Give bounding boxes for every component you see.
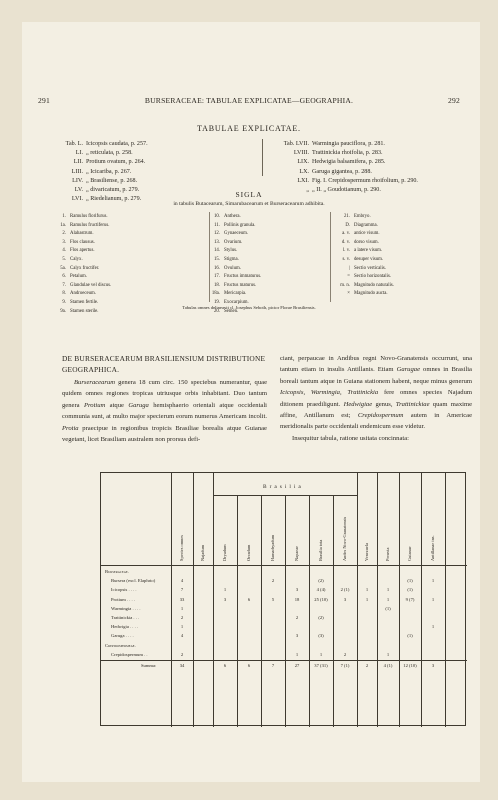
sigla-entry-item	[48, 273, 198, 282]
sigla-entry-item	[324, 290, 454, 299]
sigla-entry-item	[324, 230, 454, 239]
table-cell: 7	[271, 663, 275, 668]
sigla-entry-key: 17.	[214, 274, 220, 280]
sigla-entry-value: Exocarpium.	[224, 299, 249, 305]
row-label: Garuga . . . .	[111, 633, 134, 639]
row-label: Bursera (excl. Elaphrio)	[111, 578, 156, 584]
sigla-entry-item	[202, 239, 322, 248]
plate-entry-value: „ II. „ Goudotianum, p. 290.	[312, 187, 381, 194]
sigla-entry-value: Ramulus florifurus.	[70, 214, 108, 219]
sigla-entry-value: Calyx fructifer.	[70, 265, 100, 271]
section-title: DE BURSERACEARUM BRASILIENSIUM DISTRIBUTIONE GEOGRAPHICA.	[62, 354, 266, 374]
sigla-entry-item	[324, 282, 454, 291]
table-cell: 2	[180, 651, 184, 657]
sigla-entry-key: 18.	[214, 282, 220, 288]
table-cell: 4 (4)	[316, 587, 326, 593]
column-header: Species omnes	[179, 535, 184, 561]
row-label: Hedwigia . . . .	[111, 624, 139, 630]
distribution-table	[100, 472, 466, 726]
illustrator-credit: Tabulas omnes delineavit cl. Josephus Seboth, pictor Florae Brasiliensis.	[182, 305, 316, 310]
table-cell: 3	[295, 633, 299, 639]
sigla-entry-value: Semen.	[224, 308, 239, 314]
sigla-entry-key: d. v.	[341, 239, 350, 245]
running-title: BURSERACEAE: TABULAE EXPLICATAE—GEOGRAPHIA.	[144, 96, 354, 105]
sigla-entry-key: 19.	[214, 299, 220, 305]
table-cell: (3)	[318, 633, 324, 639]
sigla-entry-key: 7.	[62, 282, 66, 288]
tabulae-title: TABULAE EXPLICATAE.	[197, 124, 301, 133]
column-header: Antillanae ins.	[430, 535, 435, 561]
sigla-entry-item	[324, 213, 454, 222]
table-cell: 7 (1)	[340, 663, 350, 668]
paragraph-right-text: ciant, perpaucae in Andibus regni Novo-Granatensis occurrunt, una tantum etiam in insulis Antillanis. Etiam Garugae omnes in Brasilia boreali tantum atque in Guiana stationem habent, neque minus generum Icicopsis, Warmingia, Trattinickia fere omnes species Najadum ditionem praediligunt. Hedwigiae genus, Trattinickiae quam maxime affine, Antillanum est; Crepidospermum autem in Americae meridionalis parte occidentali endemicum esse videtur.	[280, 355, 473, 431]
table-cell: 6	[247, 596, 251, 602]
sigla-entry-item	[324, 265, 454, 274]
plate-entry-value: „ Brasiliense, p. 268.	[86, 177, 138, 184]
table-cell: 7	[180, 587, 184, 593]
plate-entry-value: Garuga gigantea, p. 288.	[312, 168, 372, 175]
table-rule	[101, 565, 467, 566]
sigla-entry-key: ×	[347, 291, 350, 297]
table-cell: 1	[386, 587, 390, 593]
plate-entry-key: LII.	[73, 159, 83, 166]
table-cell: 5	[271, 596, 275, 602]
plate-entry-key: LIV.	[72, 177, 83, 184]
sigla-entry-key: 5.	[62, 256, 66, 262]
sigla-entry-value: Pollinis granula.	[224, 222, 256, 228]
table-rule	[101, 660, 467, 661]
plate-entry-key: LI.	[75, 150, 83, 157]
plate-entry-key: LV.	[74, 187, 83, 194]
page-number-right: 292	[448, 96, 460, 105]
sigla-entry-key: 16.	[214, 265, 220, 271]
row-label: Crepidospermum . .	[111, 651, 148, 657]
plate-entry-value: Warmingia pauciflora, p. 281.	[312, 141, 385, 147]
table-cell: 27	[294, 663, 300, 668]
sigla-entry-value: Ovulum.	[224, 265, 241, 271]
sigla-entry-value: Flos apertus.	[70, 248, 95, 254]
sigla-entry-item	[202, 256, 322, 265]
plate-entry-key: LVIII.	[293, 150, 309, 157]
table-cell: 37 (31)	[314, 663, 328, 668]
row-label: Burseraceae.	[105, 569, 129, 574]
table-cell: 1	[180, 605, 184, 611]
sigla-entry-item	[202, 213, 322, 222]
plate-entry-value: „ Icicariba, p. 267.	[86, 168, 132, 175]
column-header: Peruvia	[385, 547, 390, 561]
table-cell: 1	[365, 587, 369, 593]
plate-entry-item	[272, 168, 472, 177]
sigla-entry-key: 20.	[214, 308, 220, 314]
table-cell: 2 (1)	[340, 587, 350, 593]
page-number-left: 291	[38, 96, 50, 105]
table-cell: 6	[247, 663, 251, 668]
sigla-entry-item	[324, 256, 454, 265]
sigla-entry-key: 9a.	[60, 308, 66, 314]
table-cell: 1	[431, 596, 435, 602]
sigla-entry-item	[324, 222, 454, 231]
table-cell: 4	[180, 633, 184, 639]
column-header: Brasilia tota	[318, 539, 323, 561]
plate-entry-item	[272, 177, 472, 186]
sigla-entry-value: Stamen fertile.	[70, 299, 99, 305]
table-rule	[261, 495, 262, 727]
table-cell: 1	[223, 587, 227, 593]
plate-entry-value: Trattinickia rhoifolia, p. 283.	[312, 150, 383, 157]
table-cell: (1)	[407, 633, 413, 639]
table-rule	[285, 495, 286, 727]
sigla-entry-key: a. v.	[342, 231, 350, 237]
table-cell: 3	[343, 596, 347, 602]
brasilia-group-header: Brasilia	[263, 484, 304, 490]
table-rule	[421, 473, 422, 727]
sigla-entry-key: 18a.	[211, 291, 220, 297]
sigla-entry-value: dorso visum.	[354, 239, 379, 245]
sigla-subtitle: in tabulis Butacearum, Simarubacearum et Burseracearum adhibita.	[173, 201, 325, 207]
plate-entry-key: LXI.	[297, 177, 309, 184]
plate-entry-value: Protium ovatum, p. 264.	[86, 159, 146, 166]
sigla-entry-value: Embryo.	[354, 214, 371, 219]
table-cell: 1	[180, 624, 184, 630]
table-cell: 4 (1)	[383, 663, 393, 668]
sigla-entry-item	[202, 230, 322, 239]
table-cell: 34	[179, 663, 185, 668]
sigla-entry-value: Stylus.	[224, 248, 238, 254]
sigla-entry-key: 12.	[214, 231, 220, 237]
sigla-entry-item	[324, 273, 454, 282]
plate-entry-value: „ divaricatum, p. 279.	[86, 187, 140, 194]
sigla-entry-key: 11.	[214, 222, 220, 228]
row-label: Protium . . . .	[111, 596, 135, 602]
sigla-entry-value: Anthera.	[224, 214, 241, 219]
table-cell: 2	[365, 663, 369, 668]
sigla-entry-item	[202, 273, 322, 282]
sigla-entry-item	[48, 247, 198, 256]
sigla-entry-key: D.	[345, 222, 350, 228]
sigla-entry-value: Diagramma.	[354, 222, 378, 228]
row-label: Crepidospermeae.	[105, 642, 136, 648]
sigla-entry-key: 8.	[62, 291, 66, 297]
sigla-column-2	[202, 213, 322, 316]
table-cell: 1	[319, 651, 323, 657]
table-cell: 9 (7)	[405, 596, 415, 602]
sigla-entry-key: l. v.	[342, 248, 350, 254]
sigla-entry-key: 2.	[62, 231, 66, 237]
sigla-entry-item	[48, 256, 198, 265]
column-header: Guianae	[407, 546, 412, 561]
plate-entry-item	[62, 140, 252, 149]
sigla-entry-value: Magnitudo naturalis.	[354, 282, 394, 288]
sigla-entry-key: 13.	[214, 239, 220, 245]
sigla-entry-value: Petalum.	[70, 274, 87, 280]
sigla-entry-value: Stigma.	[224, 256, 239, 262]
sigla-entry-item	[202, 247, 322, 256]
plate-entry-key: LVI.	[71, 196, 83, 203]
sigla-entry-item	[48, 290, 198, 299]
paragraph-right	[280, 353, 472, 444]
sigla-entry-item	[324, 239, 454, 248]
column-header: Najadum	[200, 544, 205, 561]
sigla-entry-key: 3.	[62, 239, 66, 245]
sigla-entry-key: 10.	[214, 214, 220, 219]
plate-entry-value: Fig. I. Crepidospermum rhoifolium, p. 290.	[312, 177, 418, 184]
sigla-entry-value: Ovarium.	[224, 239, 243, 245]
plate-entry-item	[62, 158, 252, 167]
sigla-entry-key: 9.	[62, 299, 66, 305]
plate-entry-key: „	[306, 187, 309, 194]
table-rule	[213, 473, 214, 727]
sigla-entry-item	[48, 239, 198, 248]
sigla-entry-value: Magnitudo aucta.	[354, 291, 388, 297]
table-cell: (2)	[318, 578, 324, 584]
plate-entry-value: „ reticulata, p. 258.	[86, 150, 133, 157]
table-cell: (1)	[407, 578, 413, 584]
plate-entry-item	[272, 158, 472, 167]
table-cell: 12 (10)	[403, 663, 417, 668]
table-cell: 1	[295, 651, 299, 657]
sigla-entry-item	[48, 265, 198, 274]
table-cell: (2)	[318, 615, 324, 620]
sigla-entry-key: 4.	[62, 248, 66, 254]
plate-entry-key: LX.	[299, 168, 309, 175]
table-cell: 33	[179, 596, 185, 602]
plate-entry-value: Hedwigia balsamifera, p. 285.	[312, 159, 386, 166]
table-rule	[193, 473, 194, 727]
plate-entry-key: LIX.	[297, 159, 309, 166]
table-cell: 4	[180, 578, 184, 584]
table-rule	[237, 495, 238, 727]
plate-entry-value: Icicopsis caudata, p. 257.	[86, 141, 148, 147]
sigla-entry-key: 5a.	[60, 265, 66, 271]
table-cell: 3	[295, 587, 299, 593]
plate-entry-item	[62, 177, 252, 186]
sigla-entry-value: Fructus immaturus.	[224, 274, 262, 280]
paragraph-left: Burseracearum genera 18 cum circ. 150 speciebus numerantur, quae quidem omnes regiones tropicas utriusque orbis inhabitant. Duo tantum genera Protium atque Garuga hemisphaerio orientali atque occidentali communia sunt, at multo major specierum eorum numerus Americam incolit. Protia praecipue in regionibus tropicis Brasiliae borealis atque Guianae vegetant, licet Brasiliam australem non prorsus defi-	[62, 379, 267, 444]
table-cell: 6	[223, 663, 227, 668]
row-label: Warmingia . . . .	[111, 605, 141, 611]
row-label: Summa:	[141, 663, 157, 668]
column-header: Napaeae	[294, 545, 299, 561]
sigla-entry-value: a latere visum.	[354, 248, 383, 254]
row-label: Trattinickia . . .	[111, 615, 140, 620]
sigla-column-1	[48, 213, 198, 316]
sigla-entry-value: Gynaeceum.	[224, 231, 249, 237]
table-cell: 2	[295, 615, 299, 620]
sigla-entry-item	[202, 290, 322, 299]
row-label: Icicopsis . . . .	[111, 587, 137, 593]
plates-divider	[262, 139, 263, 176]
column-header: Dryadum	[222, 544, 227, 561]
sigla-entry-value: Glandulae vel discus.	[70, 282, 112, 288]
sigla-entry-item	[202, 265, 322, 274]
sigla-entry-key: =	[347, 274, 350, 280]
plate-entry-key: Tab. LVII.	[283, 141, 309, 147]
plate-entry-key: LIII.	[71, 168, 83, 175]
sigla-entry-value: Flos clausus.	[70, 239, 95, 245]
plate-entry-key: Tab. L.	[65, 141, 83, 147]
table-cell: (1)	[407, 587, 413, 593]
sigla-entry-item	[324, 247, 454, 256]
sigla-title: SIGLA	[235, 190, 263, 199]
sigla-entry-item	[48, 222, 198, 231]
sigla-entry-value: desuper visum.	[354, 256, 384, 262]
sigla-entry-value: Sectio horizontalis.	[354, 274, 392, 280]
sigla-entry-value: Fructus maturus.	[224, 282, 257, 288]
column-header: Venezuela	[364, 542, 369, 561]
sigla-entry-value: Alabastrum.	[70, 231, 94, 237]
sigla-entry-value: Mericarpia.	[224, 291, 247, 297]
sigla-entry-value: antice visum.	[354, 231, 380, 237]
table-cell: 25 (10)	[314, 596, 328, 602]
table-cell: 18	[294, 596, 300, 602]
sigla-entry-key: s. v.	[342, 256, 350, 262]
sigla-entry-item	[202, 282, 322, 291]
sigla-entry-value: Calyx.	[70, 256, 83, 262]
sigla-entry-item	[202, 222, 322, 231]
plate-entry-item	[272, 149, 472, 158]
table-cell: 1	[365, 596, 369, 602]
plate-entry-value: „ Riedelianum, p. 279.	[86, 196, 142, 203]
sigla-entry-key: 1.	[62, 214, 66, 219]
table-cell: 3	[431, 663, 435, 668]
column-header: Andes Novo-Granatensis	[342, 516, 347, 561]
sigla-entry-key: |	[349, 265, 350, 271]
paragraph-right-intro: Insequitur tabula, ratione usitata concinnata:	[292, 434, 409, 442]
table-rule	[445, 473, 446, 727]
table-cell: 2	[180, 615, 184, 620]
sigla-column-3	[324, 213, 454, 299]
sigla-entry-key: m. n.	[340, 282, 350, 288]
table-cell: 3	[223, 596, 227, 602]
table-rule	[333, 495, 334, 727]
table-cell: 2	[271, 578, 275, 584]
sigla-entry-item	[48, 282, 198, 291]
sigla-entry-key: 6.	[62, 274, 66, 280]
plate-entry-item	[62, 149, 252, 158]
plate-entry-item	[62, 168, 252, 177]
plate-entry-item	[272, 140, 472, 149]
sigla-entry-key: 14.	[214, 248, 220, 254]
table-cell: 2	[343, 651, 347, 657]
sigla-entry-value: Ramulus fructiferus.	[70, 222, 110, 228]
table-cell: 1	[431, 578, 435, 584]
sigla-entry-key: 21.	[344, 214, 350, 219]
sigla-entry-key: 1a.	[60, 222, 66, 228]
table-cell: 1	[431, 624, 435, 630]
sigla-entry-value: Sectio verticalis.	[354, 265, 386, 271]
sigla-entry-value: Stamen sterile.	[70, 308, 99, 314]
table-cell: 1	[386, 651, 390, 657]
table-cell: (1)	[385, 605, 391, 611]
column-header: Oreadum	[246, 544, 251, 561]
table-rule	[309, 495, 310, 727]
sigla-entry-item	[48, 230, 198, 239]
table-cell: 1	[386, 596, 390, 602]
column-header: Hamadryadum	[270, 534, 275, 561]
sigla-entry-value: Androeceum.	[70, 291, 96, 297]
plates-list-right	[272, 140, 472, 195]
sigla-entry-item	[48, 213, 198, 222]
sigla-entry-key: 15.	[214, 256, 220, 262]
